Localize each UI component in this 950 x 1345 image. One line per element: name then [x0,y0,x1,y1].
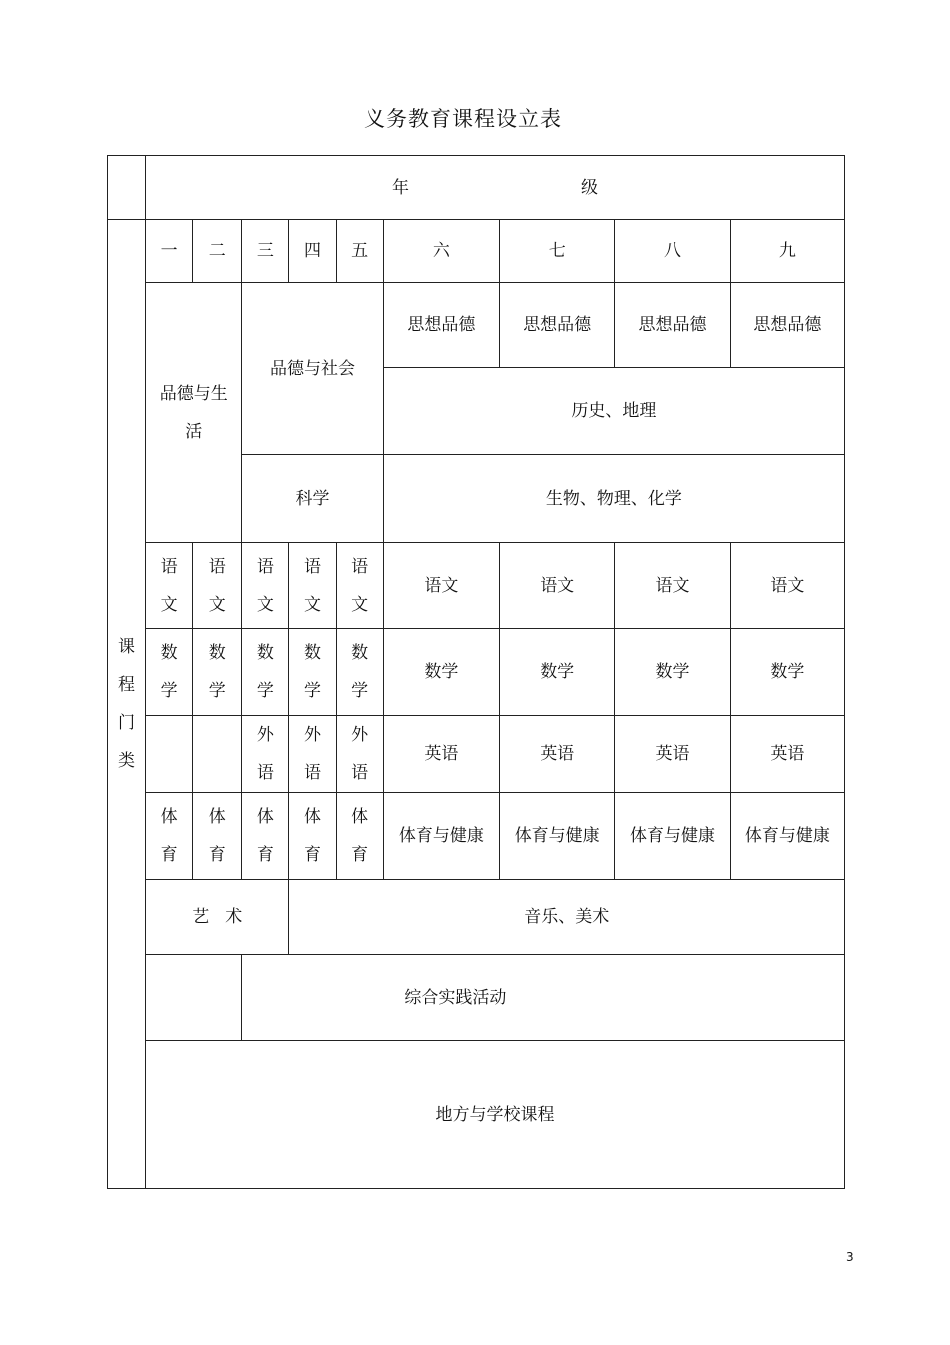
math-row [108,629,845,716]
ideology-grade-9: 思想品德 [730,283,844,368]
math-grade-2 [193,629,242,716]
pe-char-2: 育 [351,845,369,865]
chinese-grade-2 [193,543,242,629]
moral-life-cell [146,283,242,543]
bio-phys-chem-cell: 生物、物理、化学 [383,455,844,543]
science-cell: 科学 [242,455,383,543]
pe-grade-4 [289,793,336,880]
grade-5: 五 [336,220,383,283]
foreign-grade-4 [289,716,336,793]
foreign-grade-2-empty [193,716,242,793]
math-grade-6: 数学 [383,629,499,716]
math-grade-9: 数学 [730,629,844,716]
music-art-cell: 音乐、美术 [289,880,845,955]
math-grade-8: 数学 [615,629,730,716]
math-char-2: 学 [351,681,369,701]
category-char-3: 门 [118,713,136,733]
chinese-char-2: 文 [351,594,369,615]
chinese-char-1: 语 [256,556,274,577]
chinese-char-2: 文 [208,594,226,615]
chinese-grade-6: 语文 [383,543,499,629]
category-char-2: 程 [118,675,136,695]
foreign-grade-5 [336,716,383,793]
grade-numbers-row [108,220,845,283]
chinese-grade-1 [146,543,193,629]
history-geo-cell: 历史、地理 [383,368,844,455]
math-char-1: 数 [256,643,274,663]
page-number: 3 [846,1250,854,1264]
page-title: 义务教育课程设立表 [364,107,562,131]
pe-grade-2 [193,793,242,880]
math-char-2: 学 [256,681,274,701]
grade-6: 六 [383,220,499,283]
local-school-cell: 地方与学校课程 [146,1041,845,1189]
chinese-grade-4 [289,543,336,629]
chinese-char-1: 语 [208,556,226,577]
art-char-2: 术 [225,907,243,927]
grade-2: 二 [193,220,242,283]
pe-char-2: 育 [256,845,274,865]
foreign-char-2: 语 [351,763,369,783]
ideology-grade-6: 思想品德 [383,283,499,368]
chinese-char-1: 语 [351,556,369,577]
chinese-char-2: 文 [304,594,322,615]
english-grade-9: 英语 [730,716,844,793]
pe-char-1: 体 [256,807,274,827]
moral-life-line-1: 品德与生 [159,383,228,404]
local-school-row [108,1041,845,1189]
category-char-1: 课 [118,637,136,657]
grade-3: 三 [242,220,289,283]
pe-char-1: 体 [351,807,369,827]
math-grade-1 [146,629,193,716]
ideology-grade-8: 思想品德 [615,283,730,368]
foreign-grade-3 [242,716,289,793]
pe-char-1: 体 [208,807,226,827]
chinese-grade-7: 语文 [500,543,615,629]
chinese-char-2: 文 [256,594,274,615]
chinese-grade-8: 语文 [615,543,730,629]
curriculum-table [107,155,845,1189]
grade-1: 一 [146,220,193,283]
english-grade-7: 英语 [500,716,615,793]
math-char-2: 学 [208,681,226,701]
foreign-char-2: 语 [304,763,322,783]
ideology-grade-7: 思想品德 [500,283,615,368]
foreign-char-1: 外 [304,725,322,745]
pe-char-2: 育 [304,845,322,865]
grade-8: 八 [615,220,730,283]
english-grade-8: 英语 [615,716,730,793]
math-char-2: 学 [160,681,178,701]
chinese-grade-9: 语文 [730,543,844,629]
math-char-2: 学 [304,681,322,701]
chinese-char-2: 文 [160,594,178,615]
math-grade-7: 数学 [500,629,615,716]
pe-char-1: 体 [160,807,178,827]
foreign-char-2: 语 [256,763,274,783]
math-char-1: 数 [160,643,178,663]
pe-health-grade-9: 体育与健康 [730,793,844,880]
moral-life-line-2: 活 [185,421,203,442]
pe-char-2: 育 [208,845,226,865]
pe-grade-5 [336,793,383,880]
grade-label-right: 级 [581,177,599,198]
pe-row [108,793,845,880]
art-row [108,880,845,955]
practice-empty-cell [146,955,242,1041]
art-char-1: 艺 [192,907,210,927]
moral-society-cell: 品德与社会 [242,283,383,455]
math-grade-3 [242,629,289,716]
practice-row [108,955,845,1041]
corner-cell [108,156,146,220]
chinese-char-1: 语 [160,556,178,577]
grade-header-cell [146,156,845,220]
chinese-char-1: 语 [304,556,322,577]
pe-grade-1 [146,793,193,880]
chinese-grade-5 [336,543,383,629]
practice-cell [242,955,845,1041]
math-grade-4 [289,629,336,716]
pe-health-grade-8: 体育与健康 [615,793,730,880]
pe-char-1: 体 [304,807,322,827]
foreign-language-row [108,716,845,793]
pe-health-grade-7: 体育与健康 [500,793,615,880]
category-label-cell [108,220,146,1189]
math-grade-5 [336,629,383,716]
practice-label: 综合实践活动 [404,987,507,1008]
grade-header-row [108,156,845,220]
chinese-grade-3 [242,543,289,629]
moral-row [108,283,845,368]
math-char-1: 数 [351,643,369,663]
grade-9: 九 [730,220,844,283]
chinese-row [108,543,845,629]
pe-health-grade-6: 体育与健康 [383,793,499,880]
foreign-grade-1-empty [146,716,193,793]
pe-char-2: 育 [160,845,178,865]
category-char-4: 类 [118,751,136,771]
foreign-char-1: 外 [351,725,369,745]
foreign-char-1: 外 [256,725,274,745]
english-grade-6: 英语 [383,716,499,793]
math-char-1: 数 [208,643,226,663]
art-cell [146,880,289,955]
grade-4: 四 [289,220,336,283]
grade-label-left: 年 [392,177,410,198]
pe-grade-3 [242,793,289,880]
math-char-1: 数 [304,643,322,663]
grade-7: 七 [500,220,615,283]
